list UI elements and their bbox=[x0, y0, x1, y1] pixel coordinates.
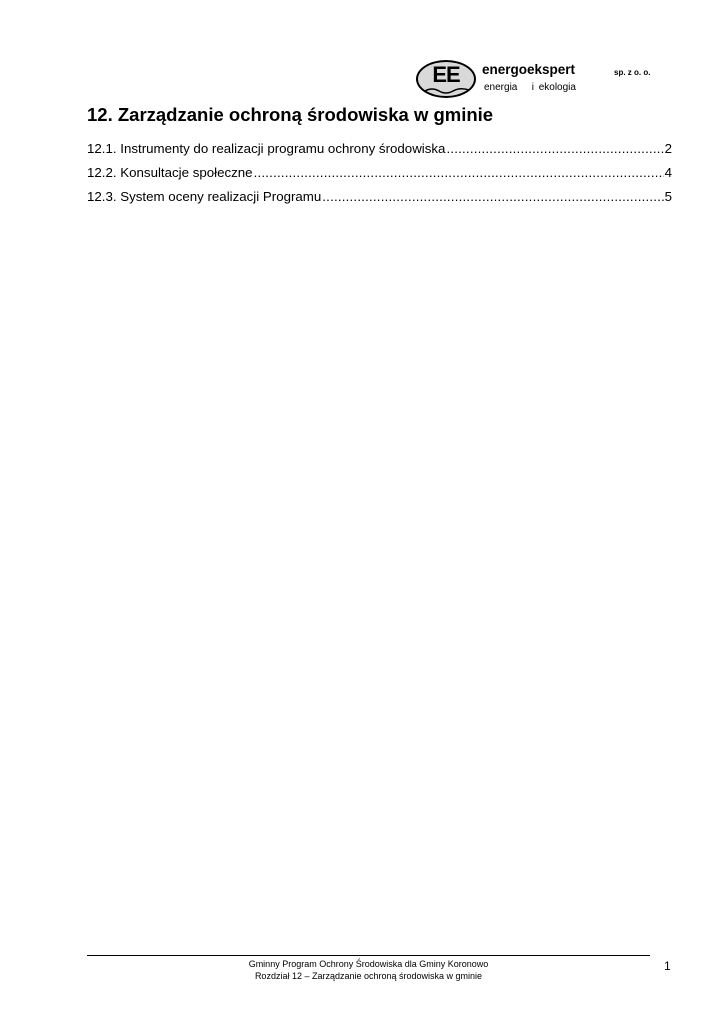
footer bbox=[87, 958, 650, 982]
footer-program-title: Gminny Program Ochrony Środowiska dla Gminy Koronowo bbox=[248, 959, 489, 969]
toc-entry[interactable] bbox=[87, 189, 672, 213]
logo-mark: EE bbox=[432, 62, 460, 87]
toc-entry-page: 5 bbox=[664, 189, 672, 204]
wave-icon bbox=[424, 86, 470, 94]
footer-chapter-title: Rozdział 12 – Zarządzanie ochroną środowiska w gminie bbox=[254, 971, 483, 981]
toc-entry[interactable] bbox=[87, 141, 672, 165]
company-name: energoekspert bbox=[482, 62, 576, 77]
toc-dot-leader bbox=[254, 165, 664, 180]
page-number: 1 bbox=[664, 959, 671, 973]
toc-entry-label: 12.3. System oceny realizacji Programu bbox=[87, 189, 322, 204]
toc-entry-label: 12.2. Konsultacje społeczne bbox=[87, 165, 253, 180]
footer-divider bbox=[87, 955, 650, 956]
company-tagline: energia i ekologia bbox=[484, 82, 576, 93]
toc-entry[interactable] bbox=[87, 165, 672, 189]
company-logo bbox=[416, 58, 666, 102]
toc-dot-leader bbox=[446, 141, 663, 156]
toc-entry-page: 2 bbox=[664, 141, 672, 156]
table-of-contents bbox=[87, 141, 672, 213]
chapter-title: 12. Zarządzanie ochroną środowiska w gminie bbox=[87, 104, 494, 125]
toc-entry-label: 12.1. Instrumenty do realizacji programu ochrony środowiska bbox=[87, 141, 446, 156]
toc-entry-page: 4 bbox=[664, 165, 672, 180]
toc-dot-leader bbox=[322, 189, 663, 204]
company-suffix: sp. z o. o. bbox=[614, 68, 651, 77]
